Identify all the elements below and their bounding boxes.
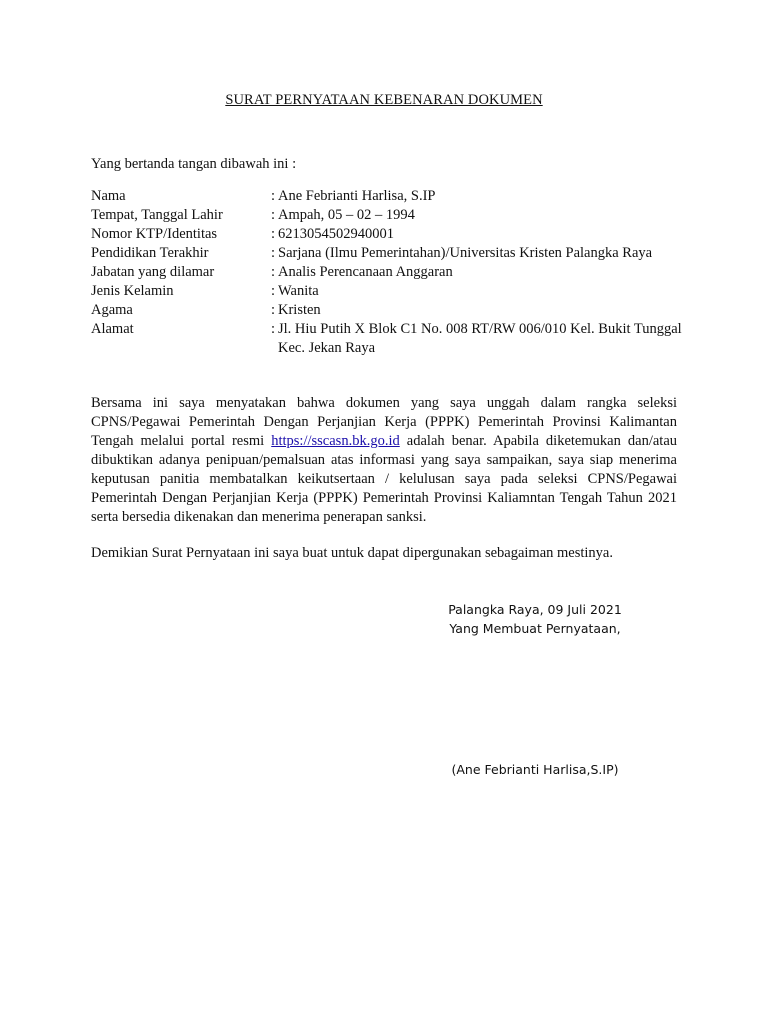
field-value: Jl. Hiu Putih X Blok C1 No. 008 RT/RW 006/010 Kel. Bukit Tunggal Kec. Jekan Raya <box>278 321 682 356</box>
field-tempat-tanggal-lahir <box>91 206 691 225</box>
field-colon: : <box>271 226 276 242</box>
document-title: SURAT PERNYATAAN KEBENARAN DOKUMEN <box>225 92 543 108</box>
field-pendidikan-terakhir <box>91 244 691 263</box>
field-colon: : <box>271 264 276 280</box>
statement-text-start: Bersama ini saya menyatakan bahwa dokumen yang saya unggah dalam rangka seleksi CPNS/Pegawai Pemerintah Dengan Perjanjian Kerja (PPPK) Pemerintah Provinsi Kalimantan Tengah melalui portal resmi <box>91 395 677 449</box>
field-nama <box>91 187 691 206</box>
field-jabatan-dilamar <box>91 263 691 282</box>
field-label: Nama <box>91 188 126 204</box>
field-agama <box>91 301 691 320</box>
signature-role: Yang Membuat Pernyataan, <box>449 621 621 636</box>
field-label: Tempat, Tanggal Lahir <box>91 207 223 223</box>
field-colon: : <box>271 283 276 299</box>
field-value: Ane Febrianti Harlisa, S.IP <box>278 188 436 204</box>
field-nomor-ktp <box>91 225 691 244</box>
closing-paragraph: Demikian Surat Pernyataan ini saya buat untuk dapat dipergunakan sebagaiman mestinya. <box>91 545 613 561</box>
field-value: Sarjana (Ilmu Pemerintahan)/Universitas Kristen Palangka Raya <box>278 245 653 261</box>
field-value: Kristen <box>278 302 321 318</box>
field-value: Analis Perencanaan Anggaran <box>278 264 453 280</box>
field-label: Pendidikan Terakhir <box>91 245 209 261</box>
field-colon: : <box>271 245 276 261</box>
signature-name: (Ane Febrianti Harlisa,S.IP) <box>451 762 619 777</box>
field-colon: : <box>271 321 276 337</box>
statement-paragraph <box>91 394 677 527</box>
identity-fields <box>91 187 691 358</box>
statement-text-end: adalah benar. Apabila diketemukan dan/atau dibuktikan adanya penipuan/pemalsuan atas informasi yang saya sampaikan, saya siap menerima keputusan panitia membatalkan keikutsertaan / kelulusan saya pada seleksi CPNS/Pegawai Pemerintah Dengan Perjanjian Kerja (PPPK) Pemerintah Provinsi Kaliamntan Tengah Tahun 2021 serta bersedia dikenakan dan menerima penerapan sanksi. <box>91 433 678 525</box>
field-value: Wanita <box>278 283 319 299</box>
field-value: Ampah, 05 – 02 – 1994 <box>278 207 415 223</box>
field-label: Jenis Kelamin <box>91 283 174 299</box>
intro-text: Yang bertanda tangan dibawah ini : <box>91 156 297 172</box>
field-alamat <box>91 320 691 358</box>
signature-block <box>430 600 640 638</box>
sscasn-portal-link[interactable]: https://sscasn.bk.go.id <box>271 433 400 449</box>
field-label: Jabatan yang dilamar <box>91 264 215 280</box>
field-colon: : <box>271 302 276 318</box>
field-colon: : <box>271 207 276 223</box>
field-label: Nomor KTP/Identitas <box>91 226 218 242</box>
field-label: Alamat <box>91 321 134 337</box>
field-value: 6213054502940001 <box>278 226 394 242</box>
field-colon: : <box>271 188 276 204</box>
field-label: Agama <box>91 302 133 318</box>
field-jenis-kelamin <box>91 282 691 301</box>
signature-place-date: Palangka Raya, 09 Juli 2021 <box>448 602 622 617</box>
